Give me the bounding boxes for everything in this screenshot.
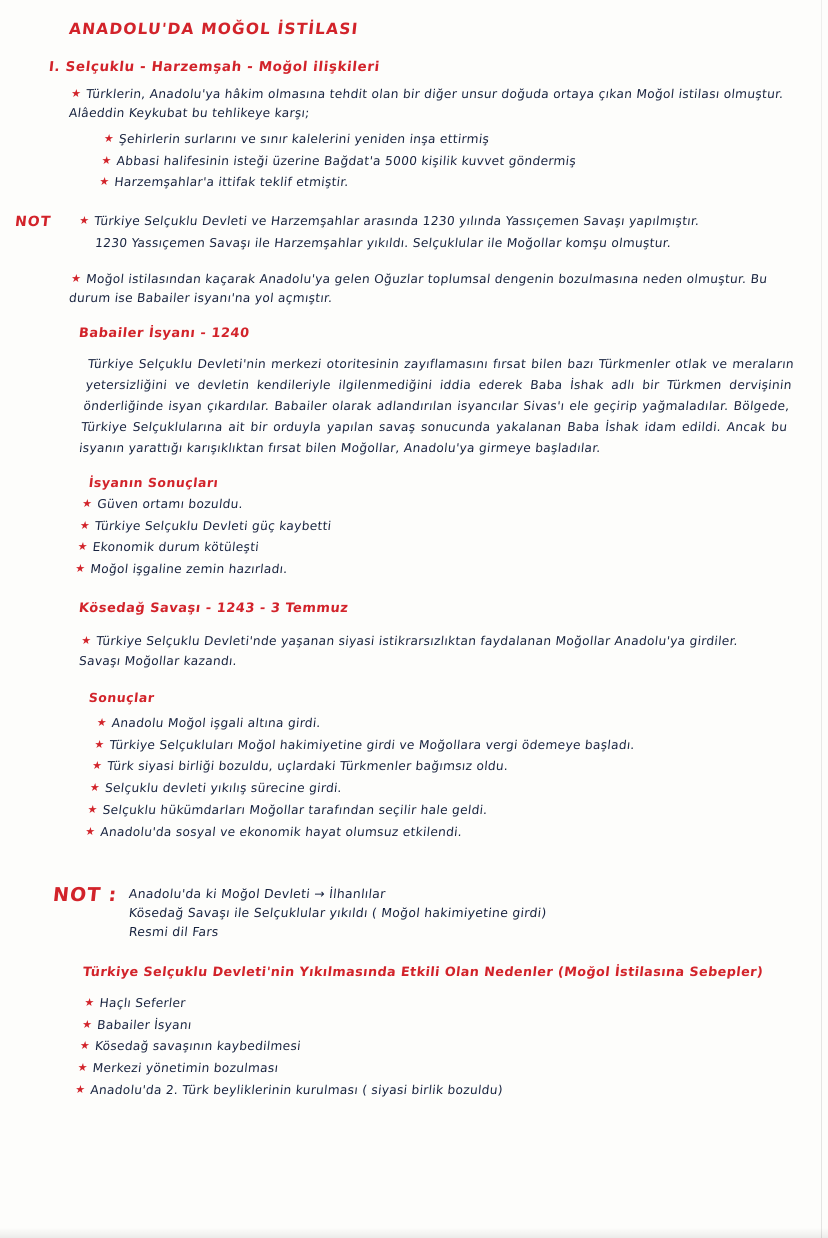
star-bullet-icon: ★: [103, 132, 115, 146]
kosedag-results-list: [26, 713, 816, 843]
note-yassicemen-text: [26, 212, 804, 232]
section1-heading: I. Selçuklu - Harzemşah - Moğol ilişkileri: [48, 59, 381, 76]
list-item-label: Anadolu Moğol işgali altına girdi.: [111, 716, 322, 731]
list-item-label: Kösedağ savaşının kaybedilmesi: [94, 1039, 302, 1054]
list-item: [100, 151, 806, 173]
star-bullet-icon: ★: [79, 1039, 91, 1053]
list-item: [76, 538, 806, 560]
note-label: NOT: [14, 214, 53, 231]
star-bullet-icon: ★: [100, 153, 113, 167]
list-item: [76, 1058, 806, 1080]
star-bullet-icon: ★: [98, 175, 111, 189]
list-item-label: Selçuklu hükümdarları Moğollar tarafından seçilir hale geldi.: [101, 803, 489, 818]
list-item: [74, 1080, 804, 1102]
list-item: [84, 822, 804, 844]
star-bullet-icon: ★: [81, 497, 93, 511]
star-bullet-icon: ★: [96, 716, 108, 730]
list-item-label: Babailer İsyanı: [96, 1018, 193, 1033]
section1-paragraph-1-text: Türklerin, Anadolu'ya hâkim olmasına tehdit olan bir diğer unsur doğuda ortaya çıkan Moğol istilası olmuştur. Alâeddin Keykubat bu tehlikeye karşı;: [68, 87, 785, 121]
note-block-line-1: Anadolu'da ki Moğol Devleti → İlhanlılar: [128, 885, 387, 901]
list-item-label: Güven ortamı bozuldu.: [96, 497, 244, 512]
list-item-label: Türkiye Selçuklu Devleti güç kaybetti: [94, 519, 333, 534]
list-item-label: Anadolu'da 2. Türk beyliklerinin kurulması ( siyasi birlik bozuldu): [89, 1083, 504, 1098]
star-bullet-icon: ★: [70, 271, 82, 285]
list-item: [81, 1015, 811, 1037]
section1-paragraph-1-block: [26, 85, 802, 123]
babailer-heading: Babailer İsyanı - 1240: [78, 325, 251, 341]
star-bullet-icon: ★: [76, 540, 89, 554]
note-block-label: NOT :: [51, 883, 119, 906]
list-item-label: Abbasi halifesinin isteği üzerine Bağdat'a 5000 kişilik kuvvet göndermiş: [115, 153, 577, 168]
note-yassicemen-block: [14, 212, 802, 254]
star-bullet-icon: ★: [76, 1061, 89, 1075]
final-section-heading: Türkiye Selçuklu Devleti'nin Yıkılmasında Etkili Olan Nedenler (Moğol İstilasına Sebepler): [82, 965, 764, 981]
star-bullet-icon: ★: [80, 634, 93, 648]
note-ilhanlilar-block: [26, 884, 802, 942]
babailer-paragraph: Türkiye Selçuklu Devleti'nin merkezi otoritesinin zayıflamasını fırsat bilen bazı Türkmenler otlak ve meraların yetersizliğini ve devletin kendileriyle ilgilenmediğini iddia ederek Baba İshak adlı bir Türkmen dervişinin önderliğinde isyan çıkardılar. Babailer olarak adlandırılan isyancılar Sivas'ı ele geçirip yağmaladılar. Bölgede, Türkiye Selçuklularına ait bir orduyla yapılan savaş sonucunda yakalanan Baba İshak idam edildi. Ancak bu isyanın yarattığı karışıklıktan fırsat bilen Moğollar, Anadolu'ya girmeye başladılar.: [78, 356, 795, 455]
list-item: [89, 779, 809, 801]
list-item-label: Moğol işgaline zemin hazırladı.: [89, 562, 289, 577]
page-edge-line: [821, 0, 822, 1238]
star-bullet-icon: ★: [83, 996, 96, 1010]
section1-paragraph-2-text: Moğol istilasından kaçarak Anadolu'ya gelen Oğuzlar toplumsal dengenin bozulmasına neden olmuştur. Bu durum ise Babailer isyanı'na yol açmıştır.: [68, 271, 769, 305]
list-item-label: Türkiye Selçukluları Moğol hakimiyetine girdi ve Moğollara vergi ödemeye başladı.: [108, 738, 636, 753]
star-bullet-icon: ★: [84, 824, 97, 838]
list-item: [103, 129, 809, 151]
star-bullet-icon: ★: [93, 738, 106, 752]
star-bullet-icon: ★: [91, 759, 103, 773]
list-item: [93, 735, 813, 757]
list-item-label: Şehirlerin surlarını ve sınır kalelerini yeniden inşa ettirmiş: [118, 132, 490, 147]
star-bullet-icon: ★: [78, 214, 91, 228]
note-yassicemen-line2: 1230 Yassıçemen Savaşı ile Harzemşahlar yıkıldı. Selçuklular ile Moğollar komşu olmuştur.: [94, 235, 672, 250]
section1-bullet-list: [26, 129, 809, 194]
list-item-label: Merkezi yönetimin bozulması: [91, 1061, 280, 1076]
star-bullet-icon: ★: [79, 519, 91, 533]
list-item: [79, 1037, 809, 1059]
page-bottom-shadow: [0, 1228, 828, 1238]
list-item-label: Selçuklu devleti yıkılış sürecine girdi.: [104, 781, 343, 796]
list-item-label: Anadolu'da sosyal ve ekonomik hayat olumsuz etkilendi.: [99, 824, 463, 839]
note-block-line-2: Kösedağ Savaşı ile Selçuklular yıkıldı ( Moğol hakimiyetine girdi): [128, 904, 548, 920]
list-item-label: Haçlı Seferler: [98, 996, 187, 1011]
note-block-lines: [128, 884, 546, 942]
final-section-list: [26, 993, 813, 1102]
babailer-results-list: [26, 494, 811, 581]
kosedag-paragraph: [26, 631, 806, 671]
star-bullet-icon: ★: [81, 1018, 93, 1032]
list-item: [91, 757, 811, 779]
star-bullet-icon: ★: [74, 562, 87, 576]
list-item: [83, 993, 813, 1015]
list-item: [81, 494, 811, 516]
note-yassicemen-line1: Türkiye Selçuklu Devleti ve Harzemşahlar arasında 1230 yılında Yassıçemen Savaşı yapılmıştır.: [93, 214, 701, 229]
list-item: [79, 516, 809, 538]
star-bullet-icon: ★: [89, 781, 101, 795]
list-item-label: Harzemşahlar'a ittifak teklif etmiştir.: [113, 175, 350, 190]
section1-paragraph-2: [26, 270, 806, 308]
star-bullet-icon: ★: [74, 1083, 87, 1097]
kosedag-paragraph-text: Türkiye Selçuklu Devleti'nde yaşanan siyasi istikrarsızlıktan faydalanan Moğollar Anadolu'ya girdiler. Savaşı Moğollar kazandı.: [78, 634, 739, 669]
page-title: ANADOLU'DA MOĞOL İSTİLASI: [68, 20, 360, 38]
star-bullet-icon: ★: [86, 803, 99, 817]
list-item-label: Ekonomik durum kötüleşti: [91, 540, 260, 555]
note-block-line-3: Resmi dil Fars: [128, 924, 220, 940]
babailer-results-heading: İsyanın Sonuçları: [88, 474, 220, 490]
kosedag-heading: Kösedağ Savaşı - 1243 - 3 Temmuz: [78, 601, 350, 617]
list-item-label: Türk siyasi birliği bozuldu, uçlardaki Türkmenler bağımsız oldu.: [106, 759, 509, 774]
list-item: [86, 800, 806, 822]
list-item: [98, 173, 804, 195]
section1-paragraph-1: [26, 85, 806, 123]
star-bullet-icon: ★: [70, 87, 82, 101]
list-item: [74, 560, 804, 582]
kosedag-results-heading: Sonuçlar: [88, 689, 156, 705]
list-item: [95, 713, 815, 735]
